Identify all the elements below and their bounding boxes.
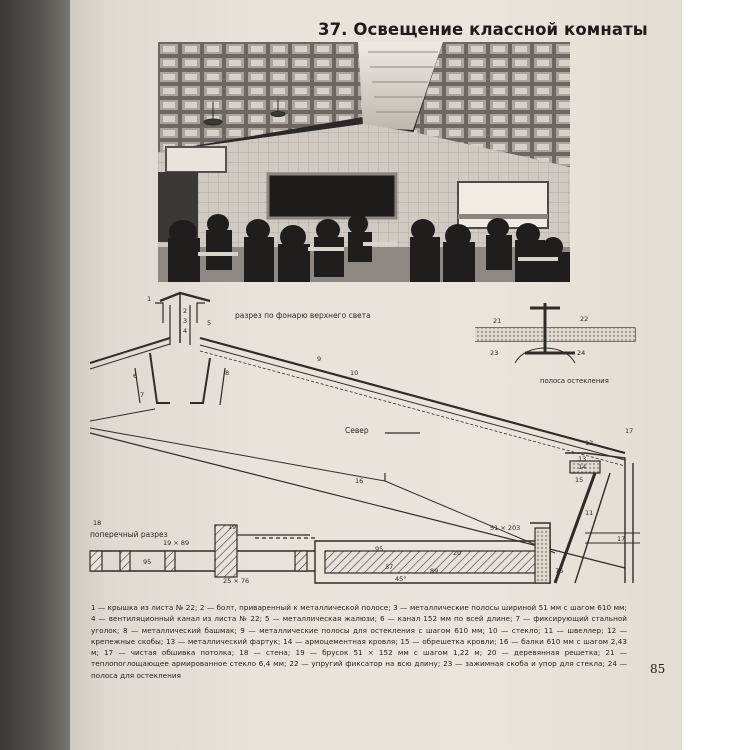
dim-37: 37 <box>385 563 394 571</box>
skylight-section-drawing <box>85 283 665 601</box>
callout-14: 14 <box>578 463 587 471</box>
callout-2: 2 <box>183 307 188 315</box>
page-title: 37. Освещение классной комнаты <box>318 20 648 39</box>
callout-18: 18 <box>93 519 102 527</box>
callout-24: 24 <box>577 349 586 357</box>
callout-4: 4 <box>183 327 188 335</box>
callout-17: 17 <box>625 427 634 435</box>
callout-6: 6 <box>133 372 138 380</box>
callout-16: 16 <box>355 477 364 485</box>
callout-15: 15 <box>575 476 584 484</box>
figure-caption: 1 — крышка из листа № 22; 2 — болт, приваренный к металлической полосе; 3 — металлические полосы шириной 51 мм с шагом 610 мм; 4 — вентиляционный канал из листа № 22; 5 — металлическая жалюзи; 6 — канал 152 мм по всей длине; 7 — фиксирующий стальной уголок; 8 — металлический башмак; 9 — металлические полосы для остекления с шагом 610 мм; 10 — стекло; 11 — швеллер; 12 — крепежные скобы; 13 — металлический фартук; 14 — армоцементная кровля; 15 — обрешетка кровли; 16 — балки 610 мм с шагом 2,43 м; 17 — чистая обшивка потолка; 18 — стена; 19 — брусок 51 × 152 мм с шагом 1,22 м; 20 — деревянная решетка; 21 — теплопоглощающее армированное стекло 6,4 мм; 22 — упругий фиксатор на всю длину; 23 — зажимная скоба и упор для стекла; 24 — полоса для остекления <box>91 603 627 680</box>
cross-section-label: поперечный разрез <box>90 530 168 539</box>
dim-95-right: 95 <box>375 545 384 553</box>
callout-19: 19 <box>228 523 237 531</box>
callout-5: 5 <box>207 319 212 327</box>
callout-12: 12 <box>585 439 594 447</box>
north-label: Север <box>345 426 369 435</box>
callout-3: 3 <box>183 317 188 325</box>
dim-19x89: 19 × 89 <box>163 539 190 547</box>
dim-45: 45° <box>395 575 407 583</box>
background-margin <box>682 0 750 750</box>
callout-7: 7 <box>140 391 145 399</box>
callout-1: 1 <box>147 295 152 303</box>
callout-21: 21 <box>493 317 502 325</box>
callout-20: 20 <box>453 549 462 557</box>
dim-51x203: 51 × 203 <box>490 524 521 532</box>
classroom-photo <box>158 42 570 282</box>
callout-11: 11 <box>585 509 594 517</box>
section-label: разрез по фонарю верхнего света <box>235 311 371 320</box>
dim-25x76: 25 × 76 <box>223 577 250 585</box>
dim-89: 89 <box>430 567 439 575</box>
callout-17b: 17 <box>617 535 626 543</box>
callout-9: 9 <box>317 355 322 363</box>
callout-10: 10 <box>350 369 359 377</box>
glazing-strip-label: полоса остекления <box>540 377 609 385</box>
page-number: 85 <box>650 662 666 676</box>
dim-95-left: 95 <box>143 558 152 566</box>
callout-22: 22 <box>580 315 589 323</box>
dim-76: 76 <box>555 567 564 575</box>
callout-23: 23 <box>490 349 499 357</box>
callout-8: 8 <box>225 369 230 377</box>
book-gutter-shadow <box>0 0 72 750</box>
callout-13: 13 <box>578 455 587 463</box>
